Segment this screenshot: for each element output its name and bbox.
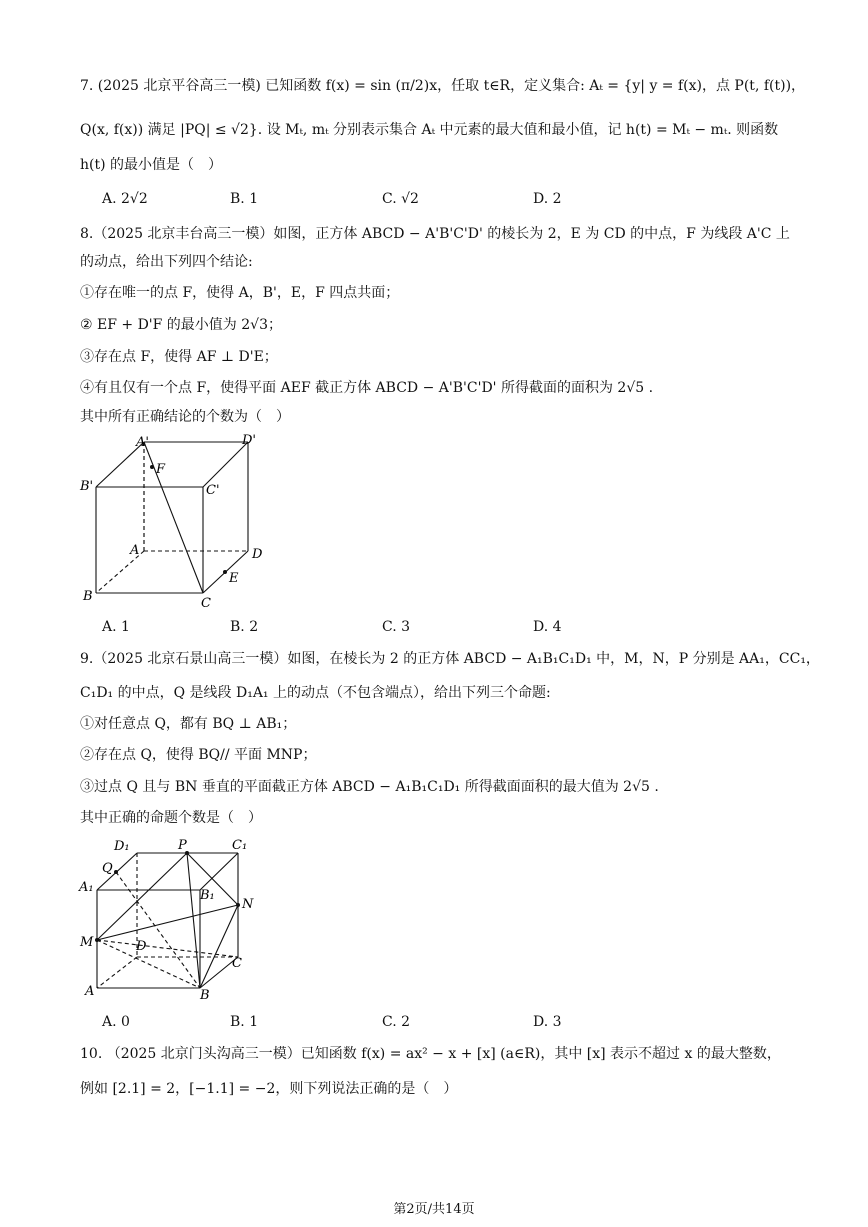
q8-conclusion-3: ③存在点 F，使得 AF ⊥ D'E； [80, 349, 278, 365]
q9-label-b1: B₁ [200, 888, 215, 903]
q8-label-d1: D' [242, 433, 256, 448]
q8-option-c: C. 3 [382, 619, 411, 635]
q9-label-n: N [242, 897, 254, 912]
q9-proposition-1: ①对任意点 Q，都有 BQ ⊥ AB₁； [80, 716, 297, 732]
q9-stem-line1: 9.（2025 北京石景山高三一模）如图，在棱长为 2 的正方体 ABCD − A₁B₁C₁D₁ 中，M，N，P 分别是 AA₁，CC₁， [80, 651, 820, 667]
q9-option-c: C. 2 [382, 1014, 411, 1030]
q9-label-q: Q [102, 861, 113, 876]
q10-stem-line1: 10. （2025 北京门头沟高三一模）已知函数 f(x) = ax² − x + [x] (a∈R)，其中 [x] 表示不超过 x 的最大整数， [80, 1046, 781, 1062]
q9-label-d1: D₁ [114, 839, 130, 854]
q8-stem-line1: 8.（2025 北京丰台高三一模）如图，正方体 ABCD − A'B'C'D' 的棱长为 2，E 为 CD 的中点，F 为线段 A'C 上 [80, 226, 790, 242]
q9-option-a: A. 0 [102, 1014, 130, 1030]
page-footer: 第2页/共14页 [393, 1202, 475, 1217]
q9-option-d: D. 3 [533, 1014, 562, 1030]
q8-ask: 其中所有正确结论的个数为（ ） [80, 409, 290, 425]
q7-option-d: D. 2 [533, 191, 562, 207]
q8-option-d: D. 4 [533, 619, 562, 635]
q8-conclusion-4: ④有且仅有一个点 F，使得平面 AEF 截正方体 ABCD − A'B'C'D' 所得截面的面积为 2√5 . [80, 380, 654, 396]
q8-option-a: A. 1 [102, 619, 130, 635]
q9-label-d: D [136, 939, 147, 954]
q9-option-b: B. 1 [230, 1014, 259, 1030]
q8-label-e: E [229, 571, 239, 586]
q9-proposition-2: ②存在点 Q，使得 BQ// 平面 MNP； [80, 747, 317, 763]
q9-label-c1: C₁ [232, 838, 248, 853]
q9-label-m: M [80, 935, 94, 950]
q8-label-b: B [83, 589, 93, 604]
q9-label-c: C [232, 956, 242, 971]
q7-stem-line2: Q(x, f(x)) 满足 |PQ| ≤ √2}. 设 Mₜ, mₜ 分别表示集合 Aₜ 中元素的最大值和最小值，记 h(t) = Mₜ − mₜ. 则函数 [80, 122, 779, 138]
q8-label-b1: B' [80, 479, 94, 494]
q9-label-a: A [85, 984, 95, 999]
q9-proposition-3: ③过点 Q 且与 BN 垂直的平面截正方体 ABCD − A₁B₁C₁D₁ 所得截面面积的最大值为 2√5 . [80, 779, 659, 795]
q9-label-p: P [178, 838, 187, 853]
q9-cube-figure [72, 835, 272, 1005]
q8-conclusion-1: ①存在唯一的点 F，使得 A，B'，E，F 四点共面； [80, 285, 400, 301]
q8-option-b: B. 2 [230, 619, 259, 635]
q10-stem-line2: 例如 [2.1] = 2，[−1.1] = −2，则下列说法正确的是（ ） [80, 1081, 458, 1097]
q7-option-c: C. √2 [382, 191, 419, 207]
q9-ask: 其中正确的命题个数是（ ） [80, 810, 262, 826]
q8-label-d: D [252, 547, 263, 562]
q8-label-c1: C' [206, 483, 220, 498]
q8-cube-figure [70, 430, 280, 610]
q9-label-b: B [200, 988, 210, 1003]
q7-option-b: B. 1 [230, 191, 259, 207]
q9-label-a1: A₁ [79, 880, 94, 895]
q8-label-c: C [201, 596, 211, 610]
q8-conclusion-2: ② EF + D'F 的最小值为 2√3； [80, 317, 282, 333]
q8-stem-line2: 的动点，给出下列四个结论: [80, 254, 253, 270]
q8-label-a1: A' [136, 435, 149, 450]
q8-label-f: F [156, 462, 166, 477]
q8-label-a: A [130, 543, 140, 558]
q7-stem-line3: h(t) 的最小值是（ ） [80, 157, 223, 173]
q7-stem-line1: 7. (2025 北京平谷高三一模) 已知函数 f(x) = sin (π/2)x，任取 t∈R，定义集合: Aₜ = {y| y = f(x)，点 P(t, f(t))， [80, 78, 806, 94]
q9-stem-line2: C₁D₁ 的中点，Q 是线段 D₁A₁ 上的动点（不包含端点），给出下列三个命题: [80, 685, 551, 701]
q7-option-a: A. 2√2 [102, 191, 148, 207]
